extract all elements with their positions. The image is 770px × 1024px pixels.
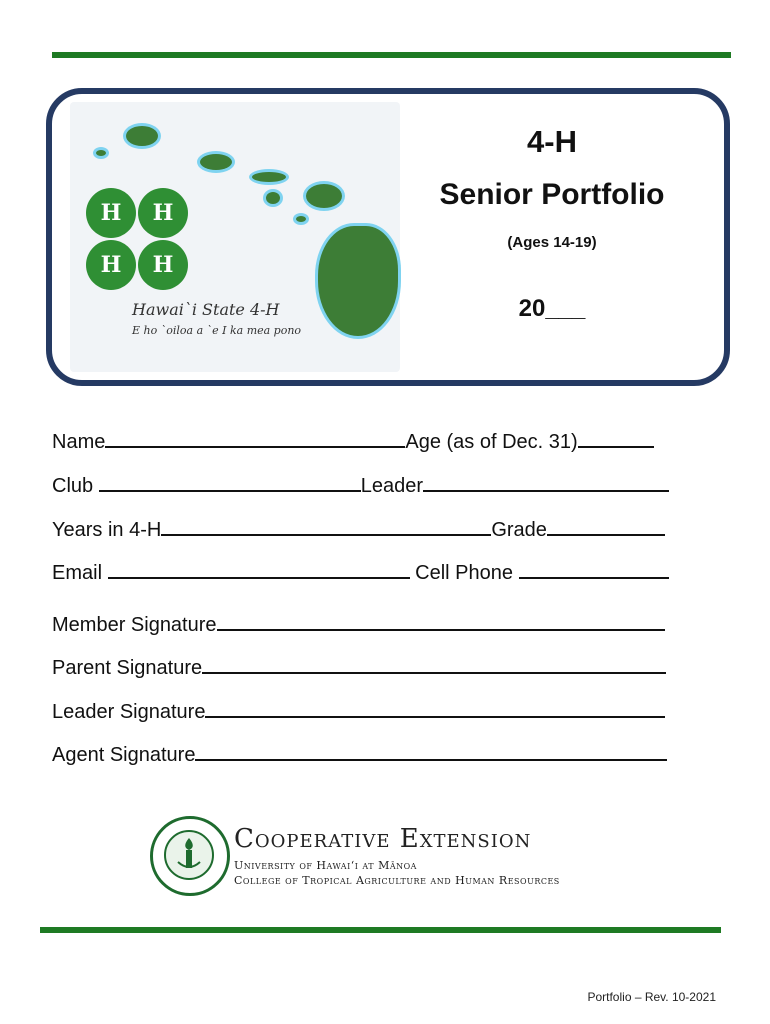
college-name: College of Tropical Agriculture and Human Resources — [234, 874, 560, 887]
leader-label: Leader — [360, 475, 423, 497]
year-field[interactable]: 20___ — [518, 295, 586, 322]
cell-phone-field[interactable] — [519, 559, 669, 579]
leader-signature-field[interactable] — [205, 698, 665, 718]
email-phone-row — [52, 559, 669, 585]
program-title: 4-H — [527, 124, 577, 159]
island-oahu — [200, 154, 232, 170]
club-field[interactable] — [99, 472, 361, 492]
leader-field[interactable] — [423, 472, 669, 492]
torch-icon — [166, 832, 212, 878]
logo-motto: E ho `oiloa a `e I ka mea pono — [132, 324, 302, 337]
agent-signature-field[interactable] — [195, 741, 667, 761]
email-field[interactable] — [108, 559, 410, 579]
banner-title-block — [412, 118, 692, 323]
portfolio-title: Senior Portfolio — [439, 178, 665, 211]
hawaii-4h-logo — [70, 102, 400, 372]
grade-field[interactable] — [547, 516, 665, 536]
years-grade-row — [52, 516, 665, 542]
island-maui — [306, 184, 342, 208]
years-field[interactable] — [161, 516, 491, 536]
island-lanai — [266, 192, 280, 204]
parent-signature-row — [52, 654, 666, 680]
top-green-rule — [52, 52, 731, 58]
cooperative-extension-logo — [150, 816, 610, 896]
island-kahoolawe — [296, 216, 306, 222]
university-seal-icon — [150, 816, 230, 896]
title-banner — [46, 88, 730, 386]
four-leaf-clover-icon: H H H H — [80, 182, 192, 294]
member-signature-label: Member Signature — [52, 614, 217, 636]
agent-signature-row — [52, 741, 667, 767]
age-range: (Ages 14-19) — [507, 234, 597, 251]
club-label: Club — [52, 475, 99, 497]
island-niihau — [96, 150, 106, 156]
email-label: Email — [52, 562, 108, 584]
name-field[interactable] — [105, 428, 405, 448]
agent-signature-label: Agent Signature — [52, 744, 196, 766]
bottom-green-rule — [40, 927, 721, 933]
island-molokai — [252, 172, 286, 182]
parent-signature-field[interactable] — [202, 654, 666, 674]
member-signature-row — [52, 611, 665, 637]
university-name: University of Hawai‘i at Mānoa — [234, 859, 417, 872]
age-field[interactable] — [578, 428, 654, 448]
member-signature-field[interactable] — [217, 611, 665, 631]
footer-revision: Portfolio – Rev. 10-2021 — [587, 990, 716, 1004]
club-leader-row — [52, 472, 669, 498]
leader-signature-label: Leader Signature — [52, 701, 206, 723]
grade-label: Grade — [491, 519, 547, 541]
island-hawaii — [318, 226, 398, 336]
name-label: Name — [52, 431, 106, 453]
years-label: Years in 4-H — [52, 519, 162, 541]
name-age-row — [52, 428, 654, 454]
cell-phone-label: Cell Phone — [409, 562, 519, 584]
parent-signature-label: Parent Signature — [52, 657, 203, 679]
island-kauai — [126, 126, 158, 146]
extension-title: Cooperative Extension — [234, 824, 532, 854]
age-label: Age (as of Dec. 31) — [405, 431, 578, 453]
logo-text: Hawai`i State 4-H — [132, 300, 280, 319]
leader-signature-row — [52, 698, 665, 724]
